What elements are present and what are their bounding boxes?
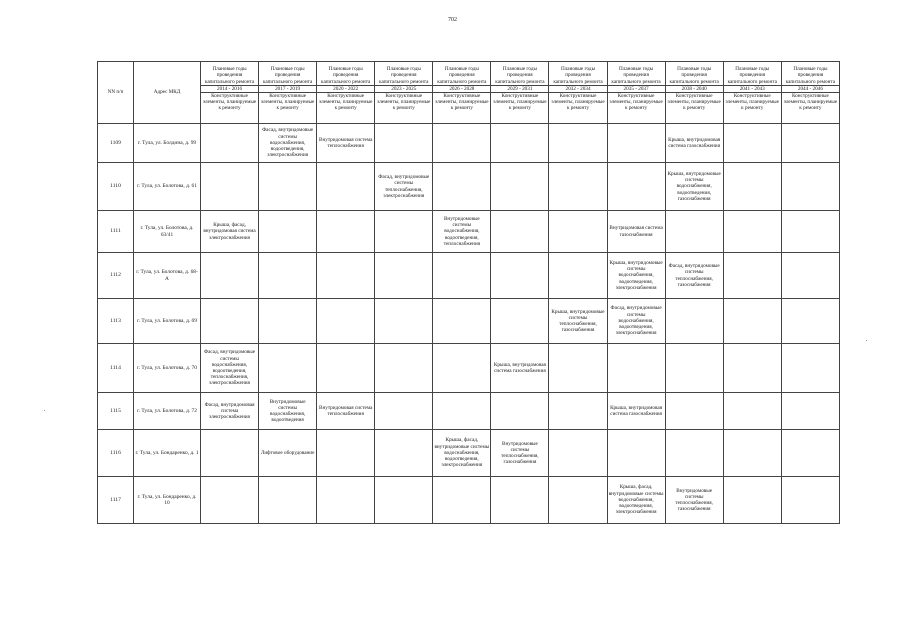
repair-cell [723,393,781,430]
row-address: г. Тула, ул. Болотова, д. 72 [134,393,201,430]
repair-cell: Внутридомовая система теплоснабжения [317,124,375,163]
row-number: 1117 [98,477,134,524]
period-header [375,62,433,93]
repair-cell [375,299,433,344]
period-label: Плановые годы проведения капитального ремонта [785,66,836,85]
repair-cell [607,124,665,163]
repair-cell [201,430,259,477]
repair-cell [723,299,781,344]
repair-cell [259,253,317,299]
repair-cell [317,344,375,393]
repair-cell [723,211,781,253]
period-label: Плановые годы проведения капитального ремонта [669,66,719,85]
table-row [98,344,840,393]
repair-cell [723,253,781,299]
repair-cell: Крыша, фасад, внутридомовые системы водоснабжения, водоотведения, электроснабжения [607,477,665,524]
repair-cell [433,477,491,524]
table-row [98,211,840,253]
repair-cell [781,430,839,477]
elements-header: Конструктивные элементы, планируемые к ремонту [723,93,781,124]
table-row [98,477,840,524]
period-header [433,62,491,93]
repair-cell: Фасад, внутридомовая система электроснабжения [201,393,259,430]
period-header [723,62,781,93]
period-label: Плановые годы проведения капитального ремонта [727,66,777,85]
repair-cell [201,299,259,344]
period-years: 2017 - 2019 [259,85,316,92]
period-header [665,62,723,93]
row-address: г. Тула, ул. Бондаренко, д. 1 [134,430,201,477]
elements-header: Конструктивные элементы, планируемые к ремонту [201,93,259,124]
repair-cell [375,344,433,393]
repair-cell [491,253,549,299]
repair-cell [491,211,549,253]
repair-cell [781,477,839,524]
repair-cell [549,430,607,477]
row-number: 1115 [98,393,134,430]
repair-cell: Крыша, внутридомовые системы водоснабжения, водоотведения, газоснабжения [665,163,723,211]
row-address: г. Тула, ул. Болотова, д. 68-А [134,253,201,299]
repair-cell [433,253,491,299]
repair-cell: Внутридомовые системы теплоснабжения, газоснабжения [491,430,549,477]
table-row [98,393,840,430]
repair-cell [201,163,259,211]
repair-cell [491,299,549,344]
repair-cell [317,430,375,477]
repair-cell [433,163,491,211]
repair-cell [317,477,375,524]
repair-cell [549,211,607,253]
repair-cell [375,430,433,477]
repair-cell: Внутридомовые системы водоснабжения, водоотведения [259,393,317,430]
repair-cell [665,211,723,253]
page-number: 702 [448,17,457,23]
repair-cell: Крыша, фасад, внутридомовые системы водоснабжения, водоотведения, электроснабжения [433,430,491,477]
repair-cell [607,430,665,477]
repair-cell [259,477,317,524]
repair-cell: Внутридомовая система теплоснабжения [317,393,375,430]
repair-cell [317,253,375,299]
period-label: Плановые годы проведения капитального ремонта [611,66,661,85]
scan-mark [866,340,867,341]
repair-cell [259,211,317,253]
row-number: 1114 [98,344,134,393]
repair-cell: Фасад, внутридомовые системы водоснабжения, водоотведения, электроснабжения [259,124,317,163]
repair-cell [201,124,259,163]
period-label: Плановые годы проведения капитального ремонта [495,66,545,85]
repair-cell: Фасад, внутридомовые системы водоснабжения, водоотведения, теплоснабжения, электроснабжения [201,344,259,393]
repair-cell: Крыша, внутридомовая система газоснабжения [607,393,665,430]
elements-header: Конструктивные элементы, планируемые к ремонту [665,93,723,124]
repair-cell: Внутридомовая система газоснабжения [607,211,665,253]
elements-header: Конструктивные элементы, планируемые к ремонту [549,93,607,124]
period-header [201,62,259,93]
repair-cell [665,430,723,477]
repair-cell [781,299,839,344]
period-years: 2029 - 2031 [491,85,548,92]
repair-cell: Внутридомовые системы водоснабжения, водоотведения, теплоснабжения [433,211,491,253]
repair-cell [549,124,607,163]
table-row [98,253,840,299]
repair-cell [375,253,433,299]
repair-cell [665,299,723,344]
row-number: 1110 [98,163,134,211]
repair-cell [781,211,839,253]
period-years: 2020 - 2022 [317,85,374,92]
repair-cell [781,393,839,430]
row-number: 1116 [98,430,134,477]
period-label: Плановые годы проведения капитального ремонта [437,66,487,85]
repair-cell [375,211,433,253]
period-label: Плановые годы проведения капитального ремонта [553,66,603,85]
elements-header: Конструктивные элементы, планируемые к ремонту [781,93,839,124]
repair-cell [491,124,549,163]
repair-cell [607,163,665,211]
repair-cell [491,393,549,430]
period-header [317,62,375,93]
repair-cell [781,124,839,163]
repair-cell [549,393,607,430]
repair-cell [723,430,781,477]
scan-mark [44,410,45,411]
repair-cell [375,393,433,430]
repair-cell [433,393,491,430]
row-address: г. Тула, ул. Болдина, д. 99 [134,124,201,163]
period-years: 2038 - 2040 [666,85,723,92]
repair-cell [723,344,781,393]
repair-cell [317,163,375,211]
repair-cell: Крыша, внутридомовая система газоснабжения [665,124,723,163]
period-label: Плановые годы проведения капитального ремонта [204,66,255,85]
period-years: 2023 - 2025 [375,85,432,92]
repair-cell: Внутридомовые системы теплоснабжения, газоснабжения [665,477,723,524]
repair-cell [491,163,549,211]
repair-cell [665,344,723,393]
period-years: 2026 - 2028 [433,85,490,92]
period-years: 2035 - 2037 [608,85,665,92]
elements-header: Конструктивные элементы, планируемые к ремонту [491,93,549,124]
repair-cell: Фасад, внутридомовые системы теплоснабжения, электроснабжения [375,163,433,211]
repair-cell [201,477,259,524]
period-years: 2044 - 2046 [782,85,839,92]
period-header [549,62,607,93]
row-number: 1109 [98,124,134,163]
table-row [98,430,840,477]
repair-cell [201,253,259,299]
repair-cell [549,344,607,393]
table-body [98,124,840,524]
repair-cell [317,299,375,344]
repair-cell [549,163,607,211]
row-number: 1111 [98,211,134,253]
repair-cell [723,124,781,163]
period-years: 2032 - 2034 [549,85,606,92]
repair-cell [781,253,839,299]
table-header [98,62,840,124]
repair-cell [607,344,665,393]
repair-cell: Крыша, внутридомовая система газоснабжения [491,344,549,393]
repair-cell [781,344,839,393]
elements-header: Конструктивные элементы, планируемые к ремонту [259,93,317,124]
repair-cell: Крыша, внутридомовые системы теплоснабжения, газоснабжения [549,299,607,344]
table-row [98,299,840,344]
repair-cell [375,477,433,524]
repair-cell: Фасад, внутридомовые системы водоснабжения, водоотведения, электроснабжения [607,299,665,344]
period-label: Плановые годы проведения капитального ремонта [379,66,429,85]
period-label: Плановые годы проведения капитального ремонта [262,66,313,85]
repair-cell [433,124,491,163]
period-header [781,62,839,93]
repair-cell [549,253,607,299]
period-label: Плановые годы проведения капитального ремонта [321,66,371,85]
elements-header: Конструктивные элементы, планируемые к ремонту [317,93,375,124]
period-years: 2014 - 2016 [201,85,258,92]
repair-cell [317,211,375,253]
repair-cell: Крыша, фасад, внутридомовая система электроснабжения [201,211,259,253]
repair-cell [491,477,549,524]
period-header [491,62,549,93]
repair-cell [723,163,781,211]
row-address: г. Тула, ул. Болотова, д. 70 [134,344,201,393]
address-header: Адрес МКД [134,62,201,124]
elements-header: Конструктивные элементы, планируемые к ремонту [375,93,433,124]
repair-cell [259,299,317,344]
row-address: г. Тула, ул. Болотова, д. 61 [134,163,201,211]
repair-cell [375,124,433,163]
row-address: г. Тула, ул. Болотова, д. 69 [134,299,201,344]
table-row [98,124,840,163]
repair-cell [781,163,839,211]
repair-cell [723,477,781,524]
repair-cell: Фасад, внутридомовые системы теплоснабжения, газоснабжения [665,253,723,299]
row-number: 1113 [98,299,134,344]
elements-header: Конструктивные элементы, планируемые к ремонту [607,93,665,124]
period-years: 2041 - 2043 [724,85,781,92]
repair-cell [433,344,491,393]
repair-cell [549,477,607,524]
table-row [98,163,840,211]
capital-repair-table [97,61,840,524]
repair-cell: Лифтовое оборудование [259,430,317,477]
repair-cell: Крыша, внутридомовые системы водоснабжения, водоотведения, электроснабжения [607,253,665,299]
repair-cell [259,344,317,393]
period-header [607,62,665,93]
nn-header: NN п/п [98,62,134,124]
row-address: г. Тула, ул. Бондаренко, д. 10 [134,477,201,524]
row-address: г. Тула, ул. Болотова, д. 63/41 [134,211,201,253]
repair-cell [665,393,723,430]
repair-cell [433,299,491,344]
row-number: 1112 [98,253,134,299]
period-header [259,62,317,93]
elements-header: Конструктивные элементы, планируемые к ремонту [433,93,491,124]
repair-cell [259,163,317,211]
